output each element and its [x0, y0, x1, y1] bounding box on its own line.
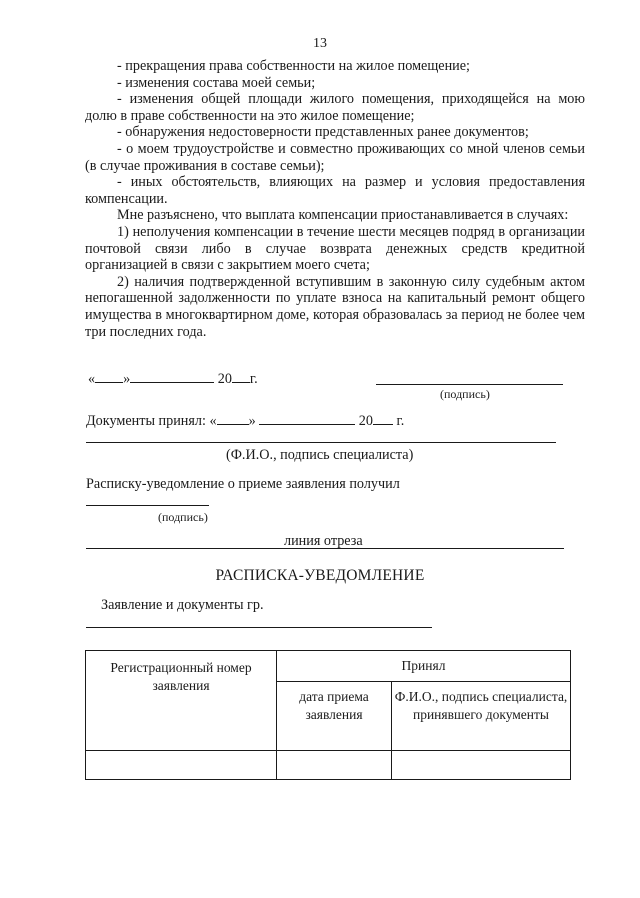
year-prefix: 20: [358, 413, 373, 429]
paragraph: - изменения общей площади жилого помещения, приходящейся на мою долю в праве собственности на это жилое помещение;: [85, 91, 585, 124]
receipt-signature-line: [86, 505, 209, 506]
date-header: дата приема заявления: [277, 682, 392, 751]
registration-table: [85, 650, 571, 780]
day-blank: [217, 412, 249, 425]
receipt-title: РАСПИСКА-УВЕДОМЛЕНИЕ: [215, 567, 425, 584]
open-quote: «: [88, 371, 96, 387]
paragraph: - изменения состава моей семьи;: [117, 74, 316, 91]
table-cell: [86, 751, 277, 780]
body-text: [85, 58, 585, 340]
year-suffix: г.: [249, 371, 258, 387]
receipt-signature-caption: (подпись): [158, 510, 208, 524]
table-cell: [392, 751, 571, 780]
year-suffix: г.: [396, 413, 405, 429]
date-line: [88, 370, 258, 388]
specialist-caption: (Ф.И.О., подпись специалиста): [226, 447, 414, 463]
month-blank: [259, 412, 355, 425]
applicant-name-line: [86, 627, 432, 628]
paragraph: - иных обстоятельств, влияющих на размер и условия предоставления компенсации.: [85, 174, 585, 207]
paragraph: 1) неполучения компенсации в течение шести месяцев подряд в организации почтовой связи либо в случае возврата денежных средств кредитной организацией в связи с закрытием моего счета;: [85, 223, 585, 274]
application-from-text: Заявление и документы гр.: [101, 597, 264, 613]
fio-header: Ф.И.О., подпись специалиста, принявшего документы: [392, 682, 571, 751]
table-row: [86, 751, 571, 780]
year-prefix: 20: [217, 371, 232, 387]
paragraph: - прекращения права собственности на жилое помещение;: [117, 58, 471, 74]
reg-number-header: Регистрационный номер заявления: [86, 651, 277, 751]
year-blank: [232, 370, 250, 383]
docs-accepted-line: [86, 412, 404, 430]
signature-caption: (подпись): [440, 387, 490, 401]
cut-line-label: линия отреза: [284, 533, 363, 549]
year-blank: [373, 412, 393, 425]
close-quote: »: [248, 413, 256, 429]
day-blank: [95, 370, 123, 383]
receipt-received-text: Расписку-уведомление о приеме заявления получил: [86, 476, 400, 492]
specialist-line: [86, 442, 556, 443]
signature-line: [376, 384, 563, 385]
page-number: 13: [313, 36, 327, 51]
paragraph: - обнаружения недостоверности представленных ранее документов;: [117, 124, 529, 141]
table-cell: [277, 751, 392, 780]
month-blank: [130, 370, 214, 383]
accepted-header: Принял: [277, 651, 571, 682]
close-quote: »: [123, 371, 131, 387]
paragraph: - о моем трудоустройстве и совместно проживающих со мной членов семьи (в случае проживания в составе семьи);: [85, 140, 585, 174]
paragraph: 2) наличия подтвержденной вступившим в законную силу судебным актом непогашенной задолженности по уплате взноса на капитальный ремонт общего имущества в многоквартирном доме, которая образовалась за период не более чем три последних года.: [85, 273, 585, 340]
table-row: [86, 651, 571, 682]
docs-accepted-label: Документы принял: «: [86, 413, 217, 429]
paragraph: Мне разъяснено, что выплата компенсации приостанавливается в случаях:: [117, 207, 569, 224]
